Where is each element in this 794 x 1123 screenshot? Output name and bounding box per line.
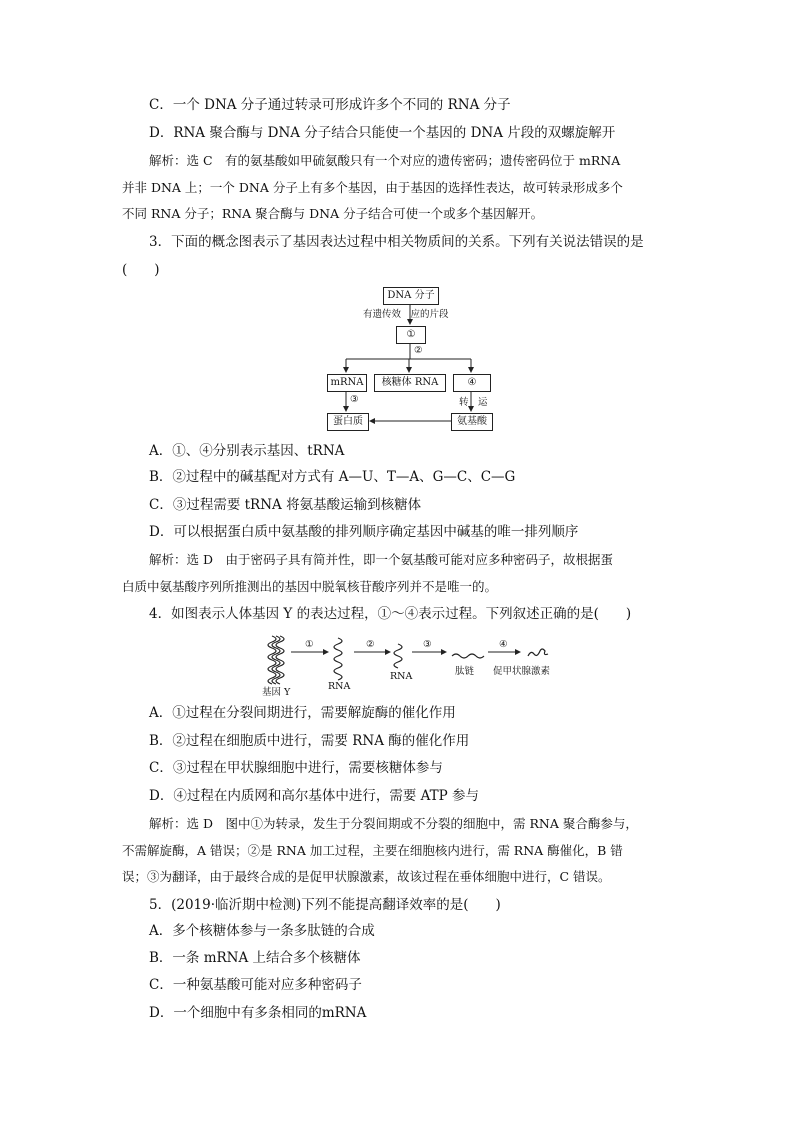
- transport-label: 转 运: [459, 397, 488, 408]
- step-2-label: ②: [414, 345, 423, 356]
- question-3-bracket: ( ): [122, 262, 160, 278]
- rna-1-strand-icon: [334, 638, 342, 680]
- question-5-stem: 5．(2019·临沂期中检测)下列不能提高翻译效率的是( ): [149, 897, 501, 913]
- gene-y-helix-icon: [268, 636, 284, 684]
- rna-2-label: RNA: [390, 671, 413, 682]
- option-d-q4: D．④过程在内质网和高尔基体中进行，需要 ATP 参与: [149, 788, 480, 804]
- step-2-label-b: ②: [366, 639, 375, 650]
- option-d-q2: D．RNA 聚合酶与 DNA 分子结合只能使一个基因的 DNA 片段的双螺旋解开: [149, 125, 616, 141]
- node-4-box: ④: [453, 374, 491, 392]
- rna-2-strand-icon: [394, 644, 402, 668]
- hormone-icon: [528, 649, 548, 656]
- explanation-q4-line2: 不需解旋酶，A 错误；②是 RNA 加工过程，主要在细胞核内进行，需 RNA 酶催化，B 错: [122, 843, 623, 858]
- mrna-box: mRNA: [327, 374, 367, 392]
- option-c-q3: C．③过程需要 tRNA 将氨基酸运输到核糖体: [149, 497, 422, 513]
- explanation-q2-line3: 不同 RNA 分子；RNA 聚合酶与 DNA 分子结合可使一个或多个基因解开。: [122, 206, 544, 221]
- option-c-q5: C．一种氨基酸可能对应多种密码子: [149, 977, 362, 993]
- rna-1-label: RNA: [328, 681, 351, 692]
- option-a-q3: A．①、④分别表示基因、tRNA: [149, 443, 345, 459]
- option-b-q5: B．一条 mRNA 上结合多个核糖体: [149, 950, 361, 966]
- peptide-chain-icon: [452, 654, 484, 658]
- option-c-q2: C．一个 DNA 分子通过转录可形成许多个不同的 RNA 分子: [149, 97, 511, 113]
- explanation-q3-line1: 解析：选 D 由于密码子具有简并性，即一个氨基酸可能对应多种密码子，故根据蛋: [149, 552, 613, 567]
- edge-label-gene: 有遗传效 应的片段: [363, 309, 449, 320]
- option-b-q3: B．②过程中的碱基配对方式有 A—U、T—A、G—C、C—G: [149, 469, 516, 485]
- rrna-box: 核糖体 RNA: [374, 374, 446, 392]
- explanation-q3-line2: 白质中氨基酸序列所推测出的基因中脱氧核苷酸序列并不是唯一的。: [122, 579, 498, 594]
- option-a-q5: A．多个核糖体参与一条多肽链的合成: [149, 923, 375, 939]
- gene-y-label: 基因 Y: [262, 687, 291, 698]
- step-4-label: ④: [499, 639, 508, 650]
- option-d-q5: D．一个细胞中有多条相同的mRNA: [149, 1005, 367, 1021]
- option-d-q3: D．可以根据蛋白质中氨基酸的排列顺序确定基因中碱基的唯一排列顺序: [149, 524, 579, 540]
- step-3-label: ③: [350, 394, 359, 405]
- node-1-box: ①: [396, 326, 426, 344]
- question-4-stem: 4．如图表示人体基因 Y 的表达过程，①～④表示过程。下列叙述正确的是( ): [149, 606, 632, 622]
- option-c-q4: C．③过程在甲状腺细胞中进行，需要核糖体参与: [149, 760, 443, 776]
- question-3-stem: 3．下面的概念图表示了基因表达过程中相关物质间的关系。下列有关说法错误的是: [149, 234, 644, 250]
- option-a-q4: A．①过程在分裂间期进行，需要解旋酶的催化作用: [149, 705, 456, 721]
- explanation-q4-line3: 误；③为翻译，由于最终合成的是促甲状腺激素，故该过程在垂体细胞中进行，C 错误。: [122, 869, 611, 884]
- option-b-q4: B．②过程在细胞质中进行，需要 RNA 酶的催化作用: [149, 733, 470, 749]
- step-3-label-b: ③: [423, 639, 432, 650]
- explanation-q2-line1: 解析：选 C 有的氨基酸如甲硫氨酸只有一个对应的遗传密码；遗传密码位于 mRNA: [149, 153, 621, 168]
- peptide-label: 肽链: [455, 666, 475, 677]
- explanation-q4-line1: 解析：选 D 图中①为转录，发生于分裂间期或不分裂的细胞中，需 RNA 聚合酶参与，: [149, 816, 638, 831]
- amino-acid-box: 氨基酸: [451, 413, 493, 431]
- protein-box: 蛋白质: [327, 413, 369, 431]
- explanation-q2-line2: 并非 DNA 上；一个 DNA 分子上有多个基因，由于基因的选择性表达，故可转录形成多个: [122, 180, 623, 195]
- dna-box: DNA 分子: [383, 287, 439, 305]
- hormone-label: 促甲状腺激素: [493, 666, 551, 677]
- step-1-label: ①: [305, 639, 314, 650]
